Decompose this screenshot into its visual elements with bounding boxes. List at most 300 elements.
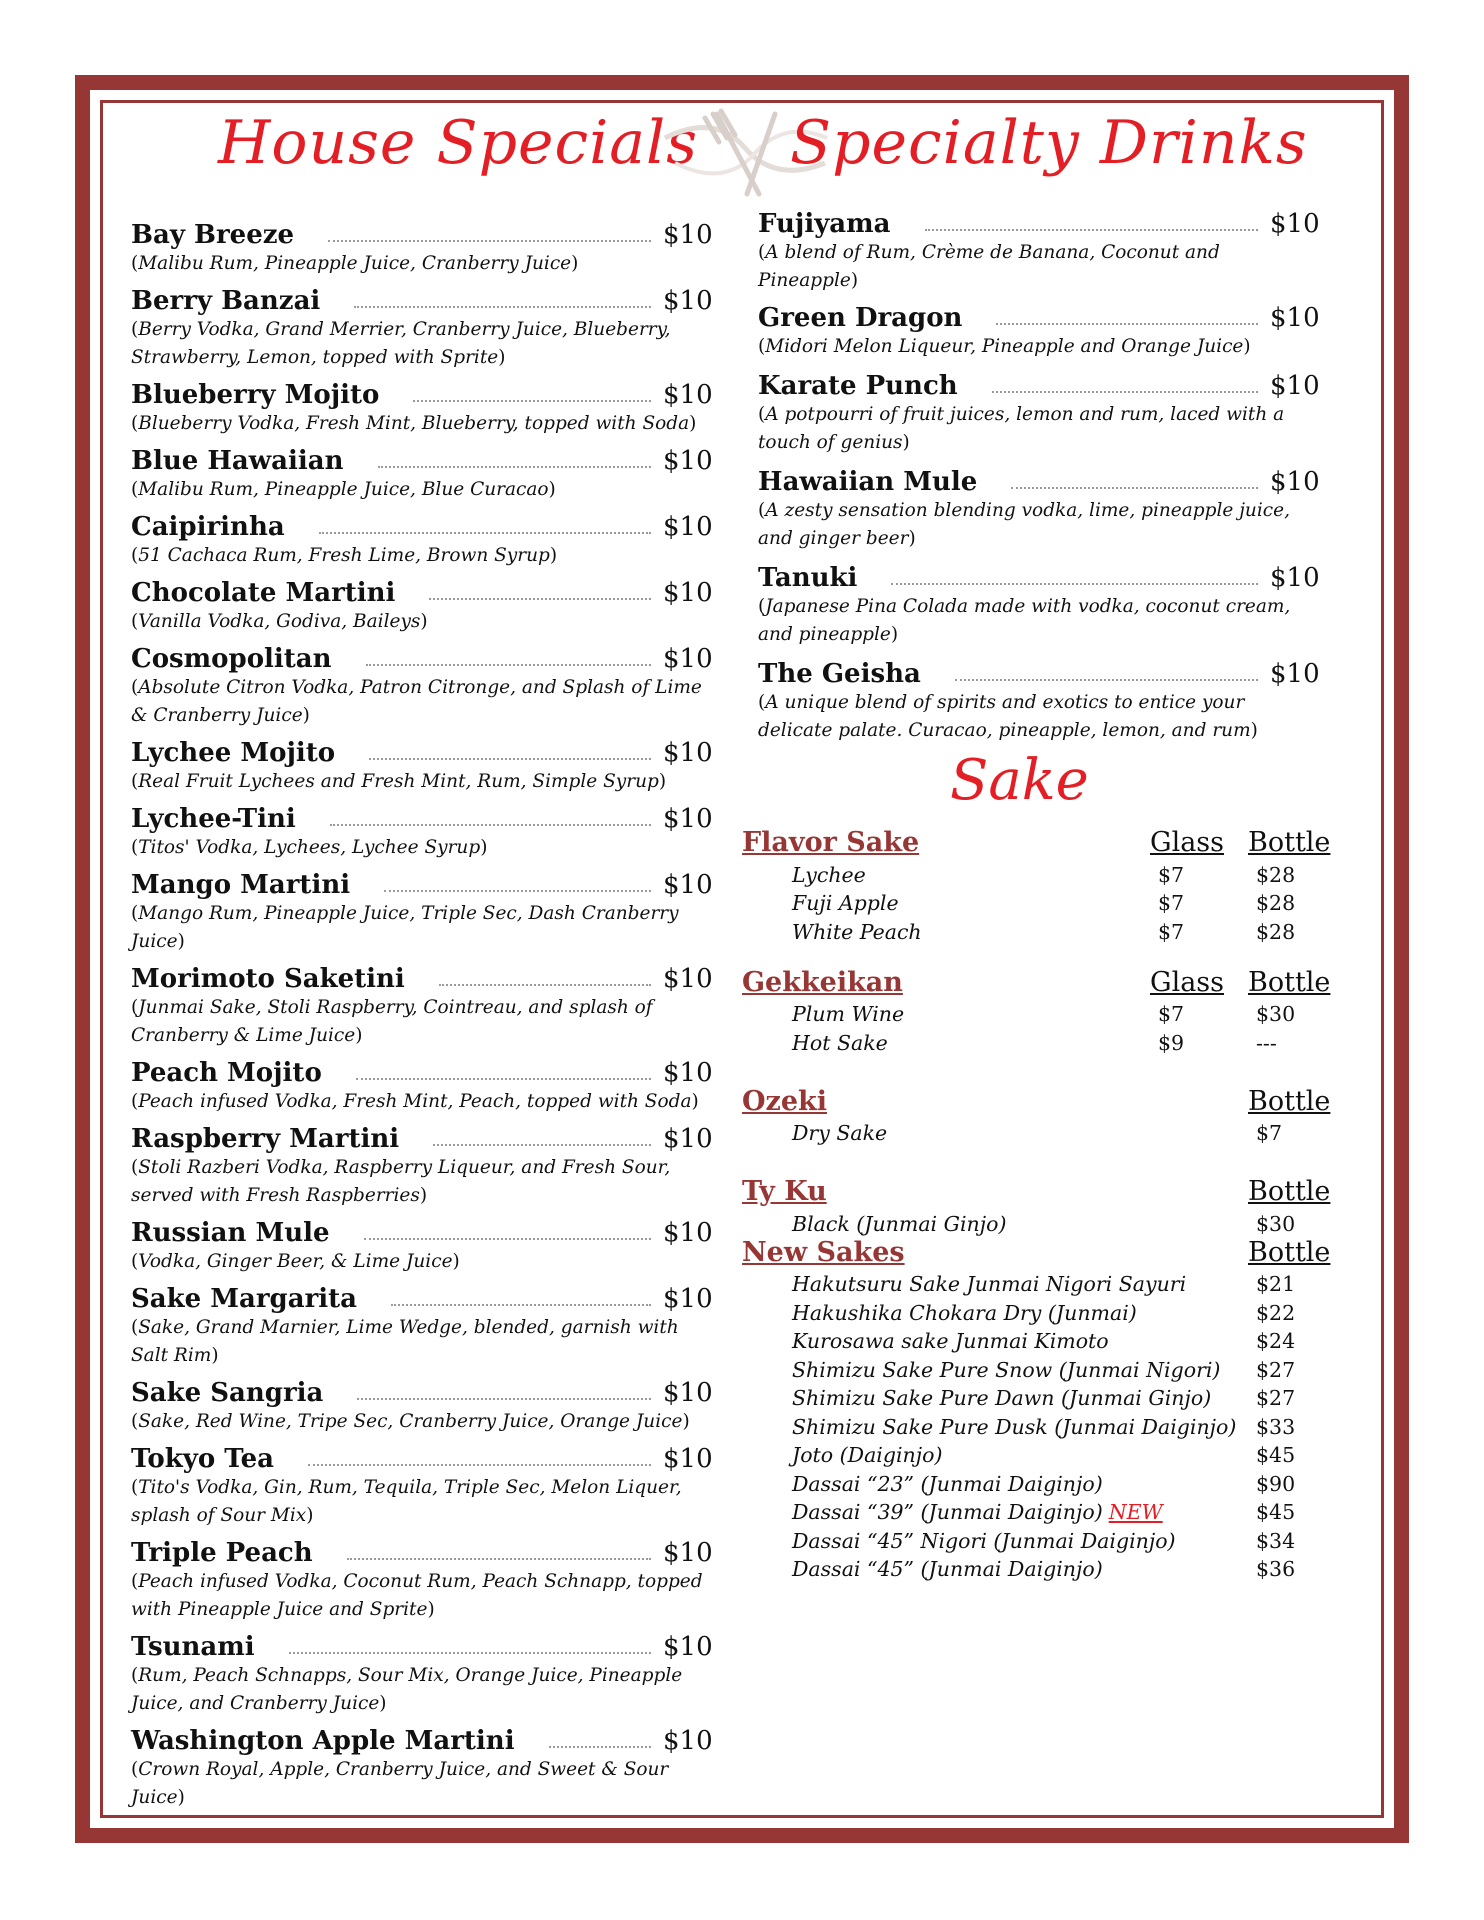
sake-name-text: Hakutsuru Sake Junmai Nigori Sayuri xyxy=(792,1272,1187,1296)
drink-name: Karate Punch xyxy=(758,371,958,401)
description-text: Japanese Pina Colada made with vodka, coconut cream, and pineapple xyxy=(758,596,1291,645)
bottle-price: $7 xyxy=(1256,1121,1283,1145)
paren-open: ( xyxy=(758,404,766,425)
sake-name xyxy=(742,863,1158,887)
drink-price: $10 xyxy=(1270,563,1320,593)
sake-section-title: New Sakes xyxy=(742,1236,905,1268)
drink-price: $10 xyxy=(663,1444,713,1474)
paren-close: ) xyxy=(1243,336,1251,357)
description-text: Titos' Vodka, Lychees, Lychee Syrup xyxy=(138,837,481,858)
paren-close: ) xyxy=(549,545,558,566)
paren-open: ( xyxy=(131,479,139,500)
drink-description xyxy=(131,542,711,570)
drink-name: Peach Mojito xyxy=(131,1058,322,1088)
drink-name: Lychee Mojito xyxy=(131,738,336,768)
drink-description xyxy=(758,689,1318,745)
paren-close: ) xyxy=(890,624,899,645)
sake-name xyxy=(742,1301,1158,1325)
description-text: Peach infused Vodka, Coconut Rum, Peach Schnapp, topped with Pineapple Juice and Sprite xyxy=(131,1571,703,1620)
drink-description xyxy=(131,1756,711,1812)
sake-name xyxy=(742,1121,1158,1145)
dotted-leader xyxy=(925,229,1258,231)
sake-row xyxy=(742,915,1342,944)
drink-header xyxy=(131,282,711,316)
paren-close: ) xyxy=(548,479,556,500)
drink-price: $10 xyxy=(663,1726,713,1756)
drink-description xyxy=(758,239,1318,295)
drink-header xyxy=(131,866,711,900)
drink-description xyxy=(131,1314,711,1370)
drink-name: Berry Banzai xyxy=(131,286,321,316)
drink-name: Raspberry Martini xyxy=(131,1124,400,1154)
paren-close: ) xyxy=(850,270,859,291)
drink-name: Sake Sangria xyxy=(131,1378,324,1408)
sake-name-text: Kurosawa sake Junmai Kimoto xyxy=(792,1329,1109,1353)
drink-price: $10 xyxy=(663,964,713,994)
drink-name: Washington Apple Martini xyxy=(131,1726,515,1756)
drink-price: $10 xyxy=(1270,303,1320,333)
drink-description xyxy=(131,1154,711,1210)
description-text: A potpourri of fruit juices, lemon and rum, laced with a touch of genius xyxy=(758,404,1285,453)
drink-header xyxy=(131,1280,711,1314)
sake-name-text: Dry Sake xyxy=(792,1121,888,1145)
drink-item xyxy=(131,442,711,504)
sake-name-text: Dassai “45” (Junmai Daiginjo) xyxy=(792,1557,1103,1581)
bottle-price: $30 xyxy=(1256,1211,1296,1236)
glass-price: $7 xyxy=(1158,1002,1185,1026)
drink-header xyxy=(758,655,1318,689)
new-badge: NEW xyxy=(1108,1500,1163,1524)
description-text: Vodka, Ginger Beer, & Lime Juice xyxy=(138,1251,453,1272)
paren-close: ) xyxy=(420,611,428,632)
glass-price: $7 xyxy=(1158,891,1185,915)
bottle-price: --- xyxy=(1256,1030,1277,1055)
drink-header xyxy=(758,367,1318,401)
sake-name xyxy=(742,1357,1221,1382)
drink-header xyxy=(131,376,711,410)
drink-description xyxy=(131,316,711,372)
paren-open: ( xyxy=(131,1317,139,1338)
glass-column-label: Glass xyxy=(1150,827,1225,858)
paren-open: ( xyxy=(131,611,139,632)
bottle-column-label: Bottle xyxy=(1248,1176,1331,1207)
dotted-leader xyxy=(366,664,651,666)
drink-description xyxy=(131,1662,711,1718)
drink-item xyxy=(131,1280,711,1370)
drink-price: $10 xyxy=(663,1284,713,1314)
drink-price: $10 xyxy=(663,512,713,542)
sake-name-text: Dassai “23” (Junmai Daiginjo) xyxy=(792,1471,1103,1496)
dotted-leader xyxy=(549,1746,651,1748)
description-text: Stoli Razberi Vodka, Raspberry Liqueur, and Fresh Sour, served with Fresh Raspberries xyxy=(131,1157,671,1206)
sake-section-flavor xyxy=(742,826,1342,944)
dotted-leader xyxy=(429,598,651,600)
dotted-leader xyxy=(347,1558,651,1560)
drink-header xyxy=(131,640,711,674)
drink-header xyxy=(131,1534,711,1568)
drink-name: Morimoto Saketini xyxy=(131,964,405,994)
paren-open: ( xyxy=(131,413,139,434)
dotted-leader xyxy=(384,890,651,892)
drink-price: $10 xyxy=(663,644,713,674)
sake-name-text: Black (Junmai Ginjo) xyxy=(792,1211,1007,1236)
sake-section-header xyxy=(742,1085,1342,1117)
dotted-leader xyxy=(891,583,1258,585)
bottle-price: $34 xyxy=(1256,1528,1296,1553)
bottle-column-label: Bottle xyxy=(1248,1085,1331,1117)
bottle-price: $28 xyxy=(1256,862,1296,887)
description-text: Berry Vodka, Grand Merrier, Cranberry Juice, Blueberry, Strawberry, Lemon, topped with Sprite xyxy=(131,319,671,368)
drink-price: $10 xyxy=(1270,467,1320,497)
drink-item xyxy=(758,559,1318,649)
drink-item xyxy=(131,640,711,730)
sake-name-text: Shimizu Sake Pure Dawn (Junmai Ginjo) xyxy=(792,1386,1212,1410)
drink-item xyxy=(131,376,711,438)
drink-header xyxy=(131,1214,711,1248)
bottle-price: $21 xyxy=(1256,1272,1296,1296)
dotted-leader xyxy=(364,1238,651,1240)
drink-item xyxy=(758,299,1318,361)
sake-section-header xyxy=(742,966,1342,998)
paren-close: ) xyxy=(691,1091,699,1112)
drink-description xyxy=(131,1474,711,1530)
paren-open: ( xyxy=(758,242,766,263)
paren-close: ) xyxy=(902,432,910,453)
drink-price: $10 xyxy=(1270,659,1320,689)
sake-row xyxy=(742,1382,1342,1411)
sake-name xyxy=(742,1472,1158,1496)
drink-price: $10 xyxy=(663,870,713,900)
sake-row xyxy=(742,1026,1342,1055)
drink-description xyxy=(131,768,711,796)
dotted-leader xyxy=(992,391,1258,393)
sake-name-text: Hakushika Chokara Dry (Junmai) xyxy=(792,1300,1137,1325)
paren-open: ( xyxy=(758,596,766,617)
drink-item xyxy=(758,205,1318,295)
drink-item xyxy=(131,282,711,372)
paren-close: ) xyxy=(177,1787,185,1808)
bottle-column-label: Bottle xyxy=(1248,1236,1331,1268)
paren-open: ( xyxy=(758,500,766,521)
drink-price: $10 xyxy=(663,1124,713,1154)
sake-name xyxy=(742,1212,1158,1236)
sake-name xyxy=(742,920,1158,944)
dotted-leader xyxy=(955,679,1258,681)
drink-price: $10 xyxy=(663,286,713,316)
description-text: Blueberry Vodka, Fresh Mint, Blueberry, topped with Soda xyxy=(138,413,690,434)
drink-name: Lychee-Tini xyxy=(131,804,296,834)
sake-row xyxy=(742,1524,1342,1553)
drink-price: $10 xyxy=(663,738,713,768)
drink-name: Tokyo Tea xyxy=(131,1444,274,1474)
bottle-price: $45 xyxy=(1256,1443,1296,1467)
drink-item xyxy=(131,734,711,796)
description-text: Malibu Rum, Pineapple Juice, Cranberry Juice xyxy=(138,253,572,274)
paren-close: ) xyxy=(302,705,310,726)
dotted-leader xyxy=(1011,487,1258,489)
sake-name-text: Lychee xyxy=(792,862,866,887)
sake-row xyxy=(742,1353,1342,1382)
paren-close: ) xyxy=(498,347,506,368)
dotted-leader xyxy=(289,1652,651,1654)
description-text: Tito's Vodka, Gin, Rum, Tequila, Triple Sec, Melon Liquer, splash of Sour Mix xyxy=(131,1477,682,1526)
paren-close: ) xyxy=(306,1505,314,1526)
drink-item xyxy=(131,960,711,1050)
house-specials-list xyxy=(131,216,711,1816)
drink-price: $10 xyxy=(663,1632,713,1662)
drink-name: Russian Mule xyxy=(131,1218,330,1248)
sake-name xyxy=(742,1443,1158,1467)
bottle-price: $33 xyxy=(1256,1414,1296,1439)
drink-header xyxy=(131,1374,711,1408)
sake-row xyxy=(742,1439,1342,1468)
drink-header xyxy=(131,216,711,250)
drink-header xyxy=(131,508,711,542)
house-specials-heading: House Specials xyxy=(218,108,699,178)
drink-item xyxy=(131,1628,711,1718)
paren-close: ) xyxy=(658,771,667,792)
drink-item xyxy=(131,216,711,278)
paren-open: ( xyxy=(131,1571,139,1592)
drink-item xyxy=(131,1054,711,1116)
paren-close: ) xyxy=(908,528,916,549)
sake-name-text: Joto (Daiginjo) xyxy=(792,1443,943,1467)
drink-description xyxy=(131,608,711,636)
paren-close: ) xyxy=(682,1411,690,1432)
glass-column-label: Glass xyxy=(1150,966,1225,998)
sake-name xyxy=(742,1386,1212,1410)
paren-close: ) xyxy=(355,1025,363,1046)
description-text: Junmai Sake, Stoli Raspberry, Cointreau, and splash of Cranberry & Lime Juice xyxy=(131,997,653,1046)
drink-price: $10 xyxy=(663,446,713,476)
dotted-leader xyxy=(996,323,1258,325)
drink-name: Tanuki xyxy=(758,563,858,593)
drink-name: Caipirinha xyxy=(131,512,285,542)
drink-header xyxy=(758,299,1318,333)
sake-name-text: Plum Wine xyxy=(792,1002,905,1026)
paren-open: ( xyxy=(131,677,139,698)
description-text: Malibu Rum, Pineapple Juice, Blue Curacao xyxy=(138,479,549,500)
bottle-price: $36 xyxy=(1256,1557,1296,1581)
drink-description xyxy=(131,1568,711,1624)
paren-close: ) xyxy=(427,1599,435,1620)
drink-description xyxy=(131,834,711,862)
sake-name-text: Shimizu Sake Pure Snow (Junmai Nigori) xyxy=(792,1357,1221,1382)
drink-item xyxy=(758,463,1318,553)
drink-header xyxy=(131,1440,711,1474)
description-text: Real Fruit Lychees and Fresh Mint, Rum, Simple Syrup xyxy=(138,771,659,792)
description-text: A zesty sensation blending vodka, lime, pineapple juice, and ginger beer xyxy=(758,500,1290,549)
drink-name: Chocolate Martini xyxy=(131,578,396,608)
drink-header xyxy=(758,205,1318,239)
sake-section-title: Flavor Sake xyxy=(742,827,920,858)
sake-name xyxy=(742,1329,1158,1353)
sake-row xyxy=(742,998,1342,1027)
sake-name xyxy=(742,1528,1176,1553)
paren-open: ( xyxy=(131,997,139,1018)
glass-price: $7 xyxy=(1158,862,1185,887)
glass-price: $7 xyxy=(1158,919,1185,944)
dotted-leader xyxy=(413,400,651,402)
drink-name: Bay Breeze xyxy=(131,220,295,250)
drink-header xyxy=(131,960,711,994)
paren-open: ( xyxy=(131,1091,139,1112)
description-text: 51 Cachaca Rum, Fresh Lime, Brown Syrup xyxy=(138,545,550,566)
drink-item xyxy=(131,866,711,956)
drink-price: $10 xyxy=(663,804,713,834)
drink-description xyxy=(131,476,711,504)
drink-name: Blue Hawaiian xyxy=(131,446,344,476)
drink-description xyxy=(131,994,711,1050)
sake-name-text: Dassai “39” (Junmai Daiginjo) xyxy=(792,1500,1103,1524)
bottle-price: $45 xyxy=(1256,1500,1296,1524)
drink-header xyxy=(131,1722,711,1756)
sake-name xyxy=(742,1557,1158,1581)
sake-row xyxy=(742,1117,1342,1146)
drink-name: Blueberry Mojito xyxy=(131,380,380,410)
dotted-leader xyxy=(308,1464,651,1466)
paren-open: ( xyxy=(131,319,139,340)
drink-name: Tsunami xyxy=(131,1632,255,1662)
drink-header xyxy=(758,463,1318,497)
drink-price: $10 xyxy=(663,1378,713,1408)
dotted-leader xyxy=(354,306,651,308)
drink-price: $10 xyxy=(663,1538,713,1568)
sake-menu xyxy=(742,826,1342,1581)
drink-name: Triple Peach xyxy=(131,1538,313,1568)
description-text: Sake, Red Wine, Tripe Sec, Cranberry Juice, Orange Juice xyxy=(138,1411,683,1432)
sake-row xyxy=(742,1268,1342,1297)
sake-section-title: Gekkeikan xyxy=(742,966,903,998)
drink-item xyxy=(131,1214,711,1276)
sake-section-gekkeikan xyxy=(742,966,1342,1055)
sake-heading: Sake xyxy=(950,748,1089,813)
description-text: A unique blend of spirits and exotics to entice your delicate palate. Curacao, pineapple, lemon, and rum xyxy=(758,692,1251,741)
sake-row xyxy=(742,1467,1342,1496)
bottle-column-label: Bottle xyxy=(1248,966,1331,998)
sake-row xyxy=(742,1553,1342,1582)
drink-name: Sake Margarita xyxy=(131,1284,358,1314)
specialty-drinks-list xyxy=(758,205,1318,749)
sake-row xyxy=(742,1207,1342,1236)
drink-item xyxy=(131,1722,711,1812)
paren-close: ) xyxy=(177,931,185,952)
drink-item xyxy=(758,655,1318,745)
description-text: A blend of Rum, Crème de Banana, Coconut and Pineapple xyxy=(758,242,1220,291)
drink-price: $10 xyxy=(1270,371,1320,401)
drink-item xyxy=(131,574,711,636)
paren-open: ( xyxy=(758,336,766,357)
dotted-leader xyxy=(378,466,652,468)
paren-open: ( xyxy=(131,1157,139,1178)
sake-row xyxy=(742,858,1342,887)
dotted-leader xyxy=(391,1304,651,1306)
bottle-price: $27 xyxy=(1256,1357,1296,1382)
sake-section-new_sakes xyxy=(742,1236,1342,1582)
sake-name-text: Fuji Apple xyxy=(792,891,899,915)
sake-row xyxy=(742,1410,1342,1439)
sake-name-text: Shimizu Sake Pure Dusk (Junmai Daiginjo) xyxy=(792,1414,1237,1439)
bottle-price: $28 xyxy=(1256,919,1296,944)
drink-description xyxy=(758,593,1318,649)
dotted-leader xyxy=(357,1398,651,1400)
paren-open: ( xyxy=(131,253,139,274)
sake-row xyxy=(742,887,1342,916)
sake-section-ozeki xyxy=(742,1085,1342,1146)
paren-open: ( xyxy=(131,903,139,924)
description-text: Absolute Citron Vodka, Patron Citronge, and Splash of Lime & Cranberry Juice xyxy=(131,677,702,726)
drink-item xyxy=(131,800,711,862)
sake-section-title: Ty Ku xyxy=(742,1176,827,1207)
sake-section-tyku xyxy=(742,1175,1342,1236)
paren-open: ( xyxy=(131,837,139,858)
sake-row xyxy=(742,1496,1342,1525)
paren-close: ) xyxy=(480,837,488,858)
sake-section-title: Ozeki xyxy=(742,1085,827,1117)
drink-name: Mango Martini xyxy=(131,870,351,900)
drink-description xyxy=(131,1088,711,1116)
dotted-leader xyxy=(369,758,651,760)
drink-name: Hawaiian Mule xyxy=(758,467,978,497)
sake-name-text: Hot Sake xyxy=(792,1030,888,1055)
bottle-column-label: Bottle xyxy=(1248,827,1331,858)
drink-header xyxy=(131,574,711,608)
drink-header xyxy=(758,559,1318,593)
description-text: Sake, Grand Marnier, Lime Wedge, blended, garnish with Salt Rim xyxy=(131,1317,679,1366)
dotted-leader xyxy=(439,984,651,986)
bottle-price: $27 xyxy=(1256,1386,1296,1410)
drink-name: The Geisha xyxy=(758,659,921,689)
paren-close: ) xyxy=(689,413,697,434)
drink-name: Cosmopolitan xyxy=(131,644,332,674)
drink-description xyxy=(131,674,711,730)
drink-description xyxy=(131,250,711,278)
paren-open: ( xyxy=(131,1665,139,1686)
dotted-leader xyxy=(356,1078,651,1080)
bottle-price: $28 xyxy=(1256,891,1296,915)
bottle-price: $90 xyxy=(1256,1471,1296,1496)
paren-open: ( xyxy=(131,771,139,792)
drink-price: $10 xyxy=(663,1218,713,1248)
drink-header xyxy=(131,734,711,768)
paren-open: ( xyxy=(131,1251,139,1272)
drink-header xyxy=(131,1054,711,1088)
drink-header xyxy=(131,800,711,834)
bottle-price: $22 xyxy=(1256,1300,1296,1325)
sake-name xyxy=(742,1002,1158,1026)
drink-item xyxy=(131,1440,711,1530)
paren-open: ( xyxy=(131,1477,139,1498)
paren-open: ( xyxy=(131,1411,139,1432)
sake-section-header xyxy=(742,1236,1342,1268)
paren-open: ( xyxy=(131,1759,139,1780)
description-text: Rum, Peach Schnapps, Sour Mix, Orange Juice, Pineapple Juice, and Cranberry Juice xyxy=(131,1665,683,1714)
drink-description xyxy=(131,1248,711,1276)
drink-price: $10 xyxy=(663,220,713,250)
paren-close: ) xyxy=(419,1185,428,1206)
paren-close: ) xyxy=(1250,720,1258,741)
drink-name: Fujiyama xyxy=(758,209,891,239)
sake-name xyxy=(742,1500,1163,1524)
drink-name: Green Dragon xyxy=(758,303,963,333)
sake-name xyxy=(742,891,1158,915)
sake-name-text: Dassai “45” Nigori (Junmai Daiginjo) xyxy=(792,1528,1176,1553)
sake-row xyxy=(742,1325,1342,1354)
drink-header xyxy=(131,1120,711,1154)
drink-description xyxy=(131,1408,711,1436)
paren-close: ) xyxy=(211,1345,219,1366)
dotted-leader xyxy=(328,240,651,242)
